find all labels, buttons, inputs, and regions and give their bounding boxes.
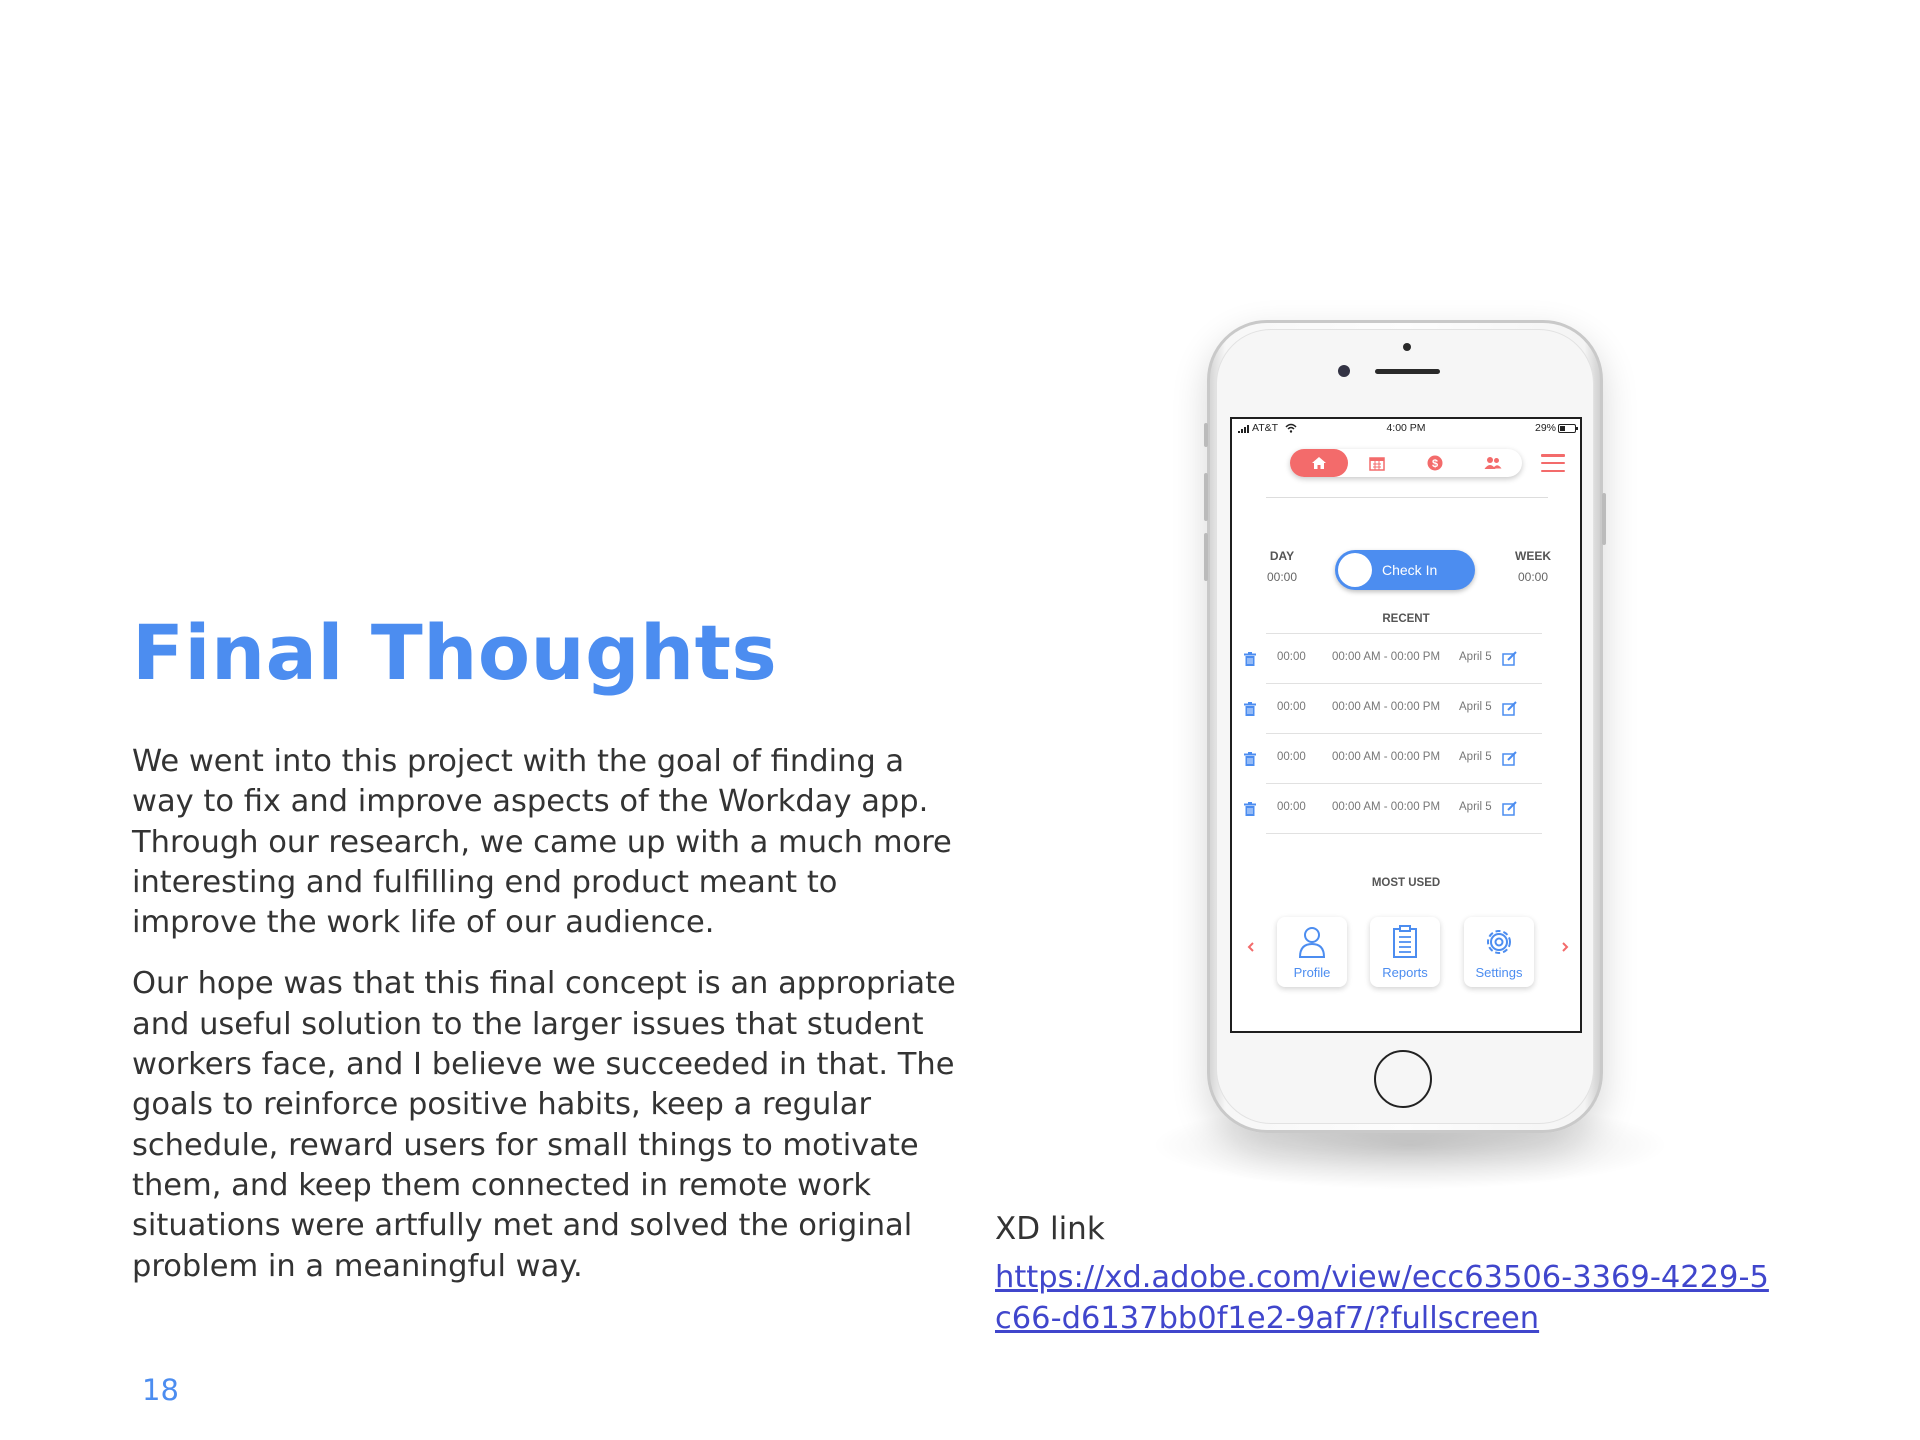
phone-volume-down: [1204, 533, 1208, 581]
recent-date: April 5: [1459, 751, 1492, 763]
edit-icon[interactable]: [1502, 801, 1517, 816]
battery-icon: [1558, 424, 1576, 433]
recent-date: April 5: [1459, 651, 1492, 663]
most-used-settings[interactable]: [1464, 917, 1534, 987]
trash-icon[interactable]: [1244, 702, 1256, 716]
trash-icon[interactable]: [1244, 802, 1256, 816]
home-icon: [1311, 456, 1327, 470]
tab-calendar[interactable]: [1348, 449, 1406, 477]
phone-volume-up: [1204, 473, 1208, 521]
tab-home[interactable]: [1290, 449, 1348, 477]
paragraph-2: Our hope was that this final concept is an appropriate and useful solution to the larger issues that student workers face, and I believe we succeeded in that. The goals to reinforce positive habits, keep a regular schedule, reward users for small things to motivate them, and keep them connected in remote work situations were artfully met and solved the original problem in a meaningful way.: [132, 966, 956, 1284]
page-title: Final Thoughts: [132, 608, 778, 697]
week-label: WEEK: [1515, 549, 1551, 563]
people-icon: [1484, 456, 1502, 470]
most-used-reports[interactable]: [1370, 917, 1440, 987]
recent-row: [1240, 683, 1576, 733]
recent-time-range: 00:00 AM - 00:00 PM: [1332, 751, 1441, 763]
check-in-toggle[interactable]: [1335, 550, 1475, 590]
tab-rewards[interactable]: [1406, 449, 1464, 477]
recent-duration: 00:00: [1277, 651, 1306, 663]
recent-time-range: 00:00 AM - 00:00 PM: [1332, 651, 1441, 663]
recent-duration: 00:00: [1277, 701, 1306, 713]
most-used-profile[interactable]: [1277, 917, 1347, 987]
most-used-heading: MOST USED: [1371, 877, 1441, 889]
chevron-left-icon[interactable]: [1247, 941, 1255, 953]
phone-mute-switch: [1204, 423, 1208, 447]
body-text: [132, 742, 972, 1308]
chevron-right-icon[interactable]: [1561, 941, 1569, 953]
recent-date: April 5: [1459, 701, 1492, 713]
toggle-knob: [1338, 553, 1372, 587]
settings-label: Settings: [1475, 965, 1523, 980]
trash-icon[interactable]: [1244, 652, 1256, 666]
reports-label: Reports: [1382, 965, 1428, 980]
settings-icon: [1483, 925, 1515, 959]
row-divider: [1266, 833, 1542, 834]
phone-speaker: [1375, 369, 1440, 374]
edit-icon[interactable]: [1502, 701, 1517, 716]
recent-time-range: 00:00 AM - 00:00 PM: [1332, 701, 1441, 713]
dollar-icon: [1427, 455, 1443, 471]
edit-icon[interactable]: [1502, 751, 1517, 766]
phone-power-button: [1602, 493, 1606, 545]
day-label: DAY: [1269, 549, 1295, 563]
trash-icon[interactable]: [1244, 752, 1256, 766]
page-number: 18: [142, 1373, 179, 1407]
xd-link-label: XD link: [995, 1211, 1105, 1247]
status-bar: [1232, 422, 1580, 436]
profile-icon: [1296, 925, 1328, 959]
recent-date: April 5: [1459, 801, 1492, 813]
paragraph-1: We went into this project with the goal of finding a way to fix and improve aspects of the Workday app. Through our research, we came up with a much more interesting and fulfilling end product meant to improve the work life of our audience.: [132, 744, 952, 941]
nav-divider: [1266, 497, 1548, 498]
svg-text:$: $: [1431, 458, 1439, 470]
phone-camera: [1338, 365, 1350, 377]
week-value: 00:00: [1517, 570, 1549, 584]
status-time: 4:00 PM: [1386, 422, 1426, 434]
hamburger-menu-icon[interactable]: [1541, 454, 1565, 472]
reports-icon: [1389, 925, 1421, 959]
recent-row: [1240, 783, 1576, 833]
profile-label: Profile: [1293, 965, 1331, 980]
app-screen: [1230, 417, 1582, 1033]
edit-icon[interactable]: [1502, 651, 1517, 666]
recent-heading: RECENT: [1382, 613, 1430, 625]
recent-duration: 00:00: [1277, 751, 1306, 763]
check-in-label: Check In: [1382, 562, 1438, 578]
recent-row: [1240, 633, 1576, 683]
tab-people[interactable]: [1464, 449, 1522, 477]
xd-link[interactable]: https://xd.adobe.com/view/ecc63506-3369-4229-5c66-d6137bb0f1e2-9af7/?fullscreen: [995, 1260, 1769, 1336]
recent-time-range: 00:00 AM - 00:00 PM: [1332, 801, 1441, 813]
calendar-icon: [1369, 456, 1385, 471]
carrier-name: AT&T: [1252, 422, 1279, 434]
phone-mockup: [1207, 320, 1603, 1133]
phone-sensor: [1403, 343, 1411, 351]
battery-percent: 29%: [1534, 422, 1556, 434]
app-nav-bar: [1290, 449, 1522, 477]
day-value: 00:00: [1266, 570, 1298, 584]
phone-home-button: [1374, 1050, 1432, 1108]
recent-duration: 00:00: [1277, 801, 1306, 813]
recent-row: [1240, 733, 1576, 783]
